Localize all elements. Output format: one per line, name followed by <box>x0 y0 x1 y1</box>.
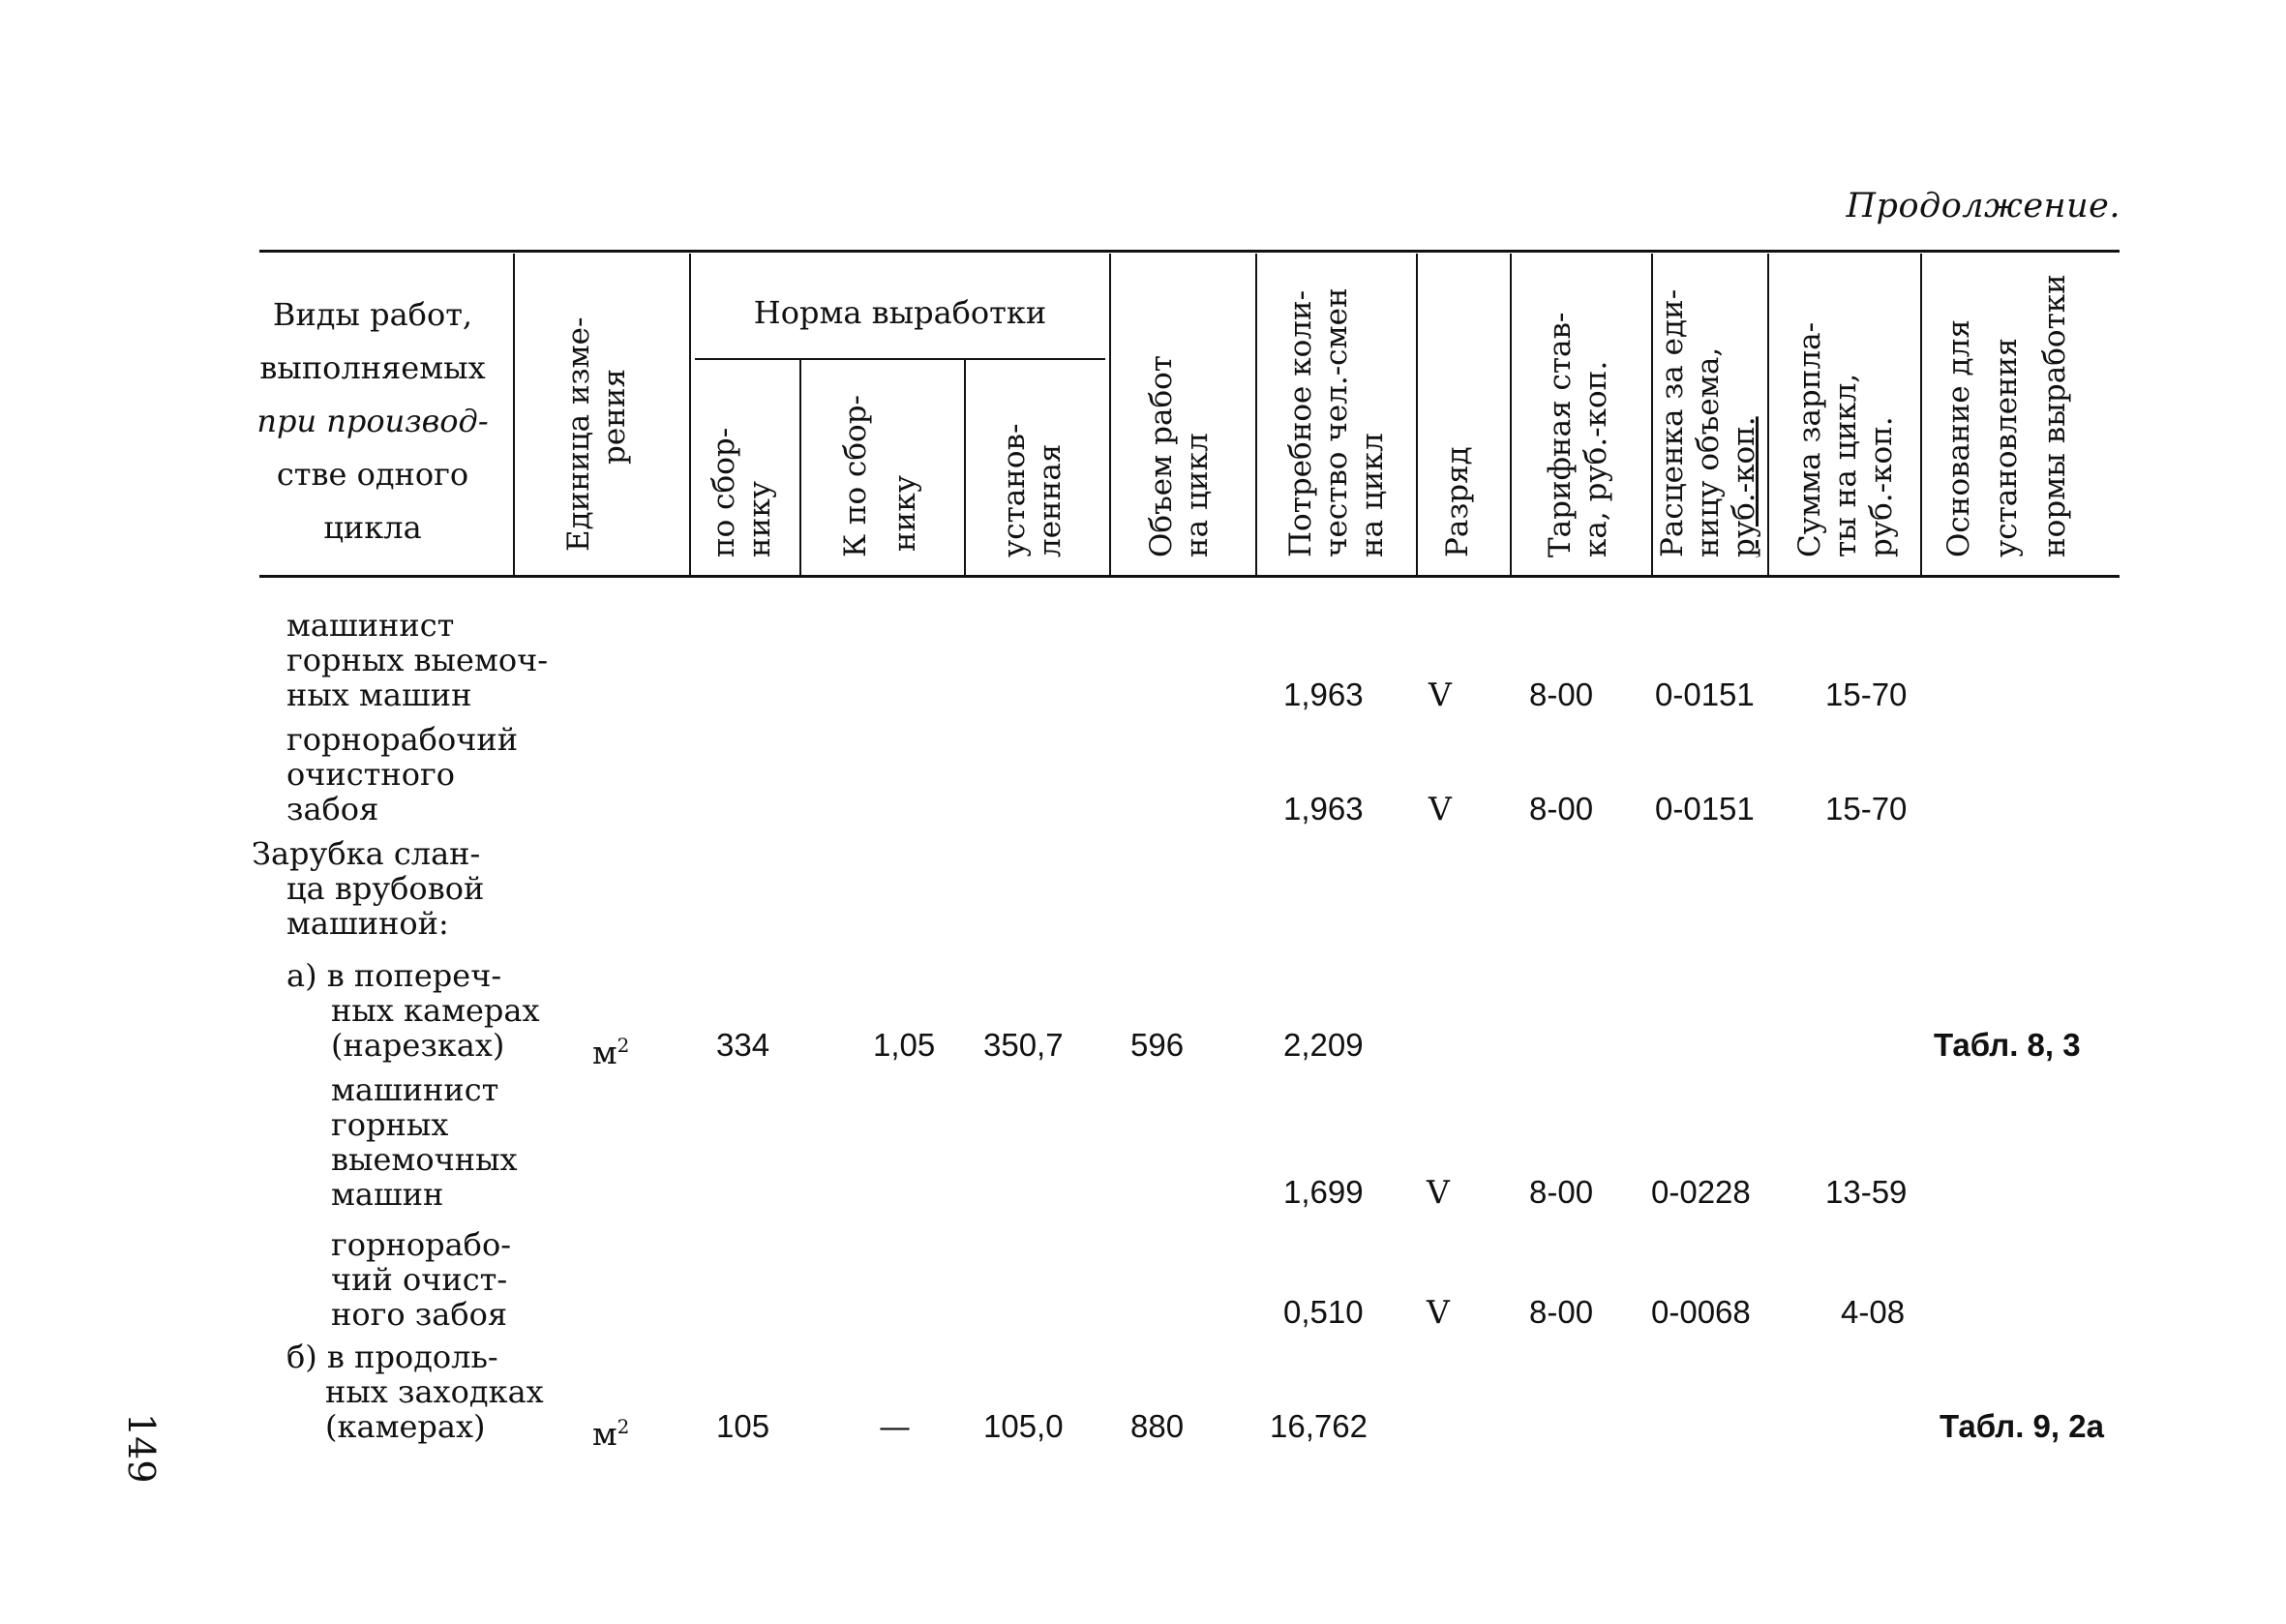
col-divider <box>513 254 515 575</box>
cell-volume: 880 <box>1130 1408 1185 1444</box>
cell-shifts: 1,699 <box>1283 1174 1364 1210</box>
cell-shifts: 16,762 <box>1270 1408 1368 1444</box>
cell-grade: V <box>1429 676 1452 713</box>
header-bottom-rule <box>259 575 2120 578</box>
cell-grade: V <box>1427 1173 1450 1211</box>
table-row-desc: б) в продоль- ных заходках (камерах) <box>286 1338 544 1445</box>
cell-shifts: 2,209 <box>1283 1027 1364 1063</box>
page-number: 149 <box>120 1413 163 1484</box>
cell-tariff: 8-00 <box>1529 791 1594 827</box>
header-k-by-collection: К по сбор- нику <box>838 394 922 557</box>
cell-wage: 4-08 <box>1841 1294 1906 1330</box>
cell-tariff: 8-00 <box>1529 677 1594 712</box>
cell-grade: V <box>1427 1293 1450 1331</box>
cell-basis: Табл. 8, 3 <box>1934 1027 2081 1063</box>
cell-rate: 0-0151 <box>1655 791 1755 827</box>
header-norm-by-collection: по сбор- нику <box>707 427 777 557</box>
cell-shifts: 0,510 <box>1283 1294 1364 1330</box>
cell-k: 1,05 <box>873 1027 936 1063</box>
cell-basis: Табл. 9, 2а <box>1940 1408 2104 1444</box>
cell-wage: 15-70 <box>1825 677 1908 712</box>
table-row-desc: горнорабочий очистного забоя <box>286 721 519 827</box>
header-man-shifts: Потребное коли- чество чел.-смен на цикл <box>1283 287 1390 557</box>
continuation-caption: Продолжение. <box>1846 187 2121 226</box>
table-row-desc: горнорабо- чий очист- ного забоя <box>331 1226 512 1333</box>
table-row-desc: Зарубка слан- ца врубовой машиной: <box>252 835 485 942</box>
cell-shifts: 1,963 <box>1283 791 1364 827</box>
col-divider <box>1651 254 1653 575</box>
col-divider <box>1416 254 1418 575</box>
cell-grade: V <box>1429 790 1452 827</box>
col-divider <box>799 360 801 575</box>
header-tariff: Тарифная став- ка, руб.-коп. <box>1543 312 1613 557</box>
cell-tariff: 8-00 <box>1529 1294 1594 1330</box>
col-divider <box>1767 254 1769 575</box>
col-divider <box>964 360 966 575</box>
cell-tariff: 8-00 <box>1529 1174 1594 1210</box>
cell-volume: 596 <box>1130 1027 1185 1063</box>
cell-shifts: 1,963 <box>1283 677 1364 712</box>
cell-unit: $м^2$ <box>592 1415 630 1453</box>
col-divider <box>1109 254 1111 575</box>
cell-norm: 334 <box>716 1027 770 1063</box>
cell-wage: 15-70 <box>1825 791 1908 827</box>
header-basis: Основание для установления нормы выработки <box>1941 274 2072 557</box>
cell-unit: $м^2$ <box>592 1034 630 1071</box>
table-top-rule <box>259 250 2120 253</box>
cell-norm: 105 <box>716 1408 770 1444</box>
cell-rate: 0-0068 <box>1651 1294 1751 1330</box>
table-row-desc: машинист горных выемоч- ных машин <box>286 607 549 713</box>
header-grade: Разряд <box>1440 446 1475 557</box>
col-divider <box>1920 254 1922 575</box>
cell-rate: 0-0228 <box>1651 1174 1751 1210</box>
header-unit: Единица изме- рения <box>561 316 632 552</box>
header-wage-sum: Сумма зарпла- ты на цикл, руб.-коп. <box>1792 321 1899 557</box>
table-row-desc: машинист горных выемочных машин <box>331 1071 518 1213</box>
cell-wage: 13-59 <box>1825 1174 1908 1210</box>
header-rate: Расценка за еди- ницу объема, руб.-коп. <box>1655 288 1761 557</box>
cell-rate: 0-0151 <box>1655 677 1755 712</box>
col-divider <box>689 254 691 575</box>
header-norm-group: Норма выработки <box>753 294 1047 331</box>
header-work-types: Виды работ, выполняемых при производ- стве одного цикла <box>256 296 489 546</box>
col-divider <box>1255 254 1257 575</box>
norm-group-rule <box>695 358 1105 360</box>
col-divider <box>1510 254 1512 575</box>
cell-k: — <box>879 1407 911 1445</box>
cell-set: 350,7 <box>983 1027 1064 1063</box>
table-row-desc: а) в попереч- ных камерах (нарезках) <box>286 957 540 1064</box>
header-volume: Объем работ на цикл <box>1144 355 1215 557</box>
cell-set: 105,0 <box>983 1408 1064 1444</box>
header-norm-set: установ- ленная <box>997 423 1068 557</box>
